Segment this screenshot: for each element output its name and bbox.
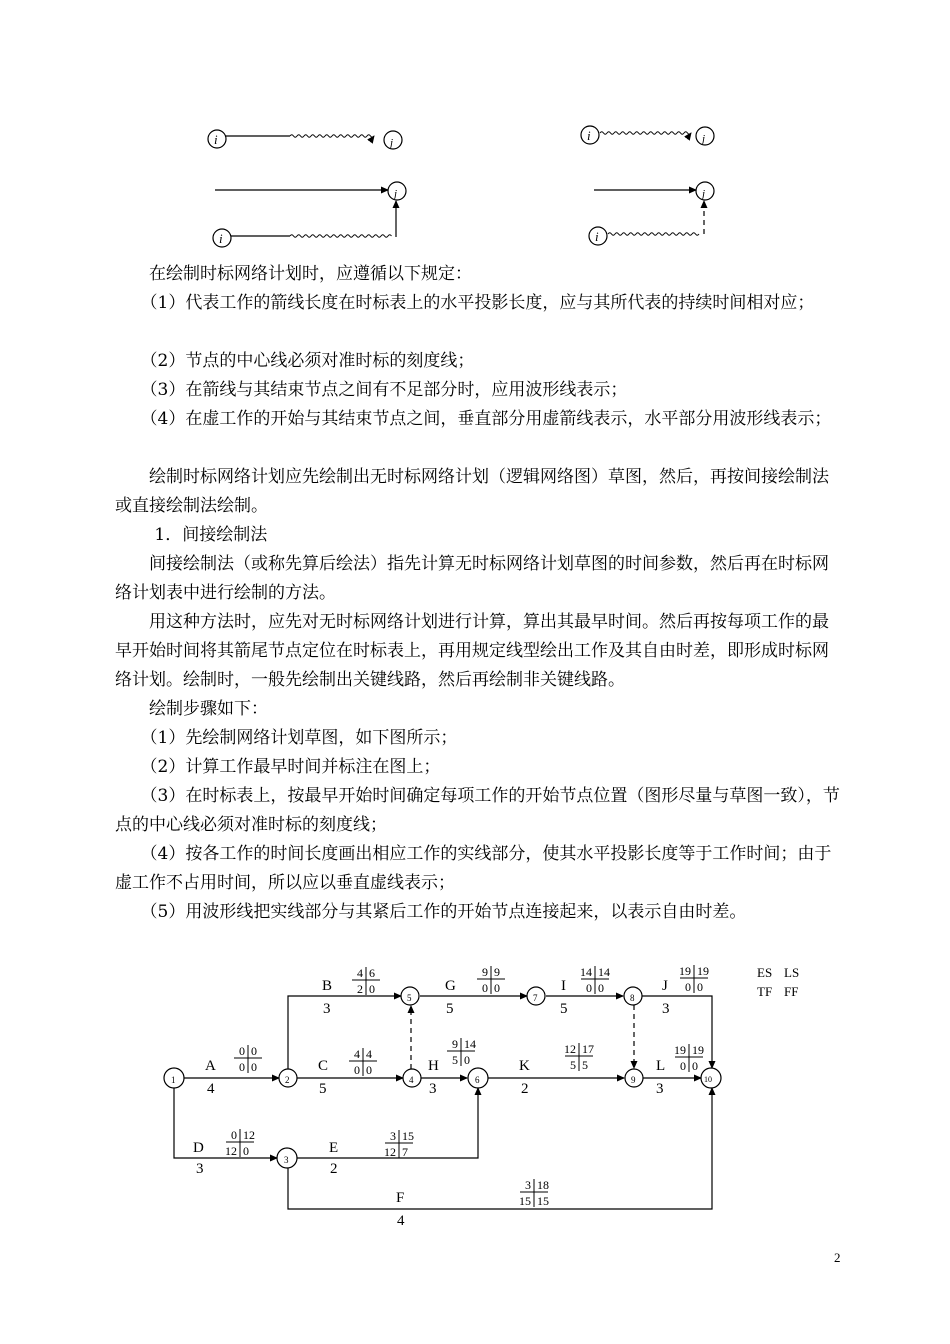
param-ff: 0 (692, 1059, 698, 1073)
activity-e-name: E (329, 1140, 339, 1156)
param-tf: 0 (680, 1059, 686, 1073)
node-i-label: i (595, 229, 599, 244)
param-es: 0 (231, 1128, 237, 1142)
params-j (679, 964, 709, 994)
activity-h-duration: 3 (429, 1081, 437, 1097)
paragraph-step-1: （1）先绘制网络计划草图，如下图所示； (115, 728, 458, 748)
node-5-number: 5 (407, 993, 412, 1003)
param-ff: 0 (697, 980, 703, 994)
param-es: 9 (452, 1037, 458, 1051)
node-8 (624, 987, 642, 1005)
legend (757, 965, 799, 999)
node-9 (625, 1069, 643, 1087)
paragraph-steps-intro: 绘制步骤如下： (115, 699, 268, 719)
activity-f-duration: 4 (397, 1213, 405, 1229)
param-es: 3 (525, 1178, 531, 1192)
params-b (352, 966, 380, 996)
params-d (225, 1128, 255, 1158)
node-6-number: 6 (475, 1075, 480, 1085)
param-ff: 0 (251, 1060, 257, 1074)
param-es: 4 (354, 1047, 360, 1061)
param-es: 3 (390, 1129, 396, 1143)
param-es: 19 (674, 1043, 686, 1057)
activity-d-duration: 3 (196, 1161, 204, 1177)
activity-i-name: I (561, 978, 566, 994)
params-f (519, 1178, 549, 1208)
param-tf: 5 (452, 1053, 458, 1067)
activity-labels (193, 978, 670, 1229)
param-ls: 6 (369, 966, 375, 980)
legend-tf: TF (757, 984, 773, 999)
params-g (477, 965, 505, 995)
params-i (580, 965, 610, 995)
params-h (447, 1037, 476, 1067)
params-a (234, 1044, 262, 1074)
param-ls: 17 (582, 1042, 594, 1056)
arrow-f (288, 1088, 712, 1209)
legend-ls: LS (784, 965, 800, 980)
param-ff: 7 (402, 1145, 408, 1159)
param-tf: 12 (225, 1144, 237, 1158)
node-8-number: 8 (630, 993, 635, 1003)
paragraph-rule-1: （1）代表工作的箭线长度在时标表上的水平投影长度，应与其所代表的持续时间相对应； (115, 293, 815, 313)
node-j-label: j (394, 188, 398, 200)
activity-k-duration: 2 (521, 1081, 529, 1097)
node-i-label: i (219, 231, 223, 246)
activity-b-duration: 3 (323, 1001, 331, 1017)
activity-g-name: G (445, 978, 456, 994)
param-tf: 0 (354, 1063, 360, 1077)
node-1-number: 1 (171, 1075, 176, 1085)
paragraph-rule-2: （2）节点的中心线必须对准时标的刻度线； (115, 351, 475, 371)
node-j-label: j (702, 188, 706, 200)
param-ff: 5 (582, 1058, 588, 1072)
activity-h-name: H (428, 1058, 439, 1074)
paragraph-rule-4: （4）在虚工作的开始与其结束节点之间，垂直部分用虚箭线表示，水平部分用波形线表示； (115, 409, 832, 429)
param-ls: 4 (366, 1047, 372, 1061)
node-9-number: 9 (631, 1075, 636, 1085)
param-es: 0 (239, 1044, 245, 1058)
paragraph-step-5: （5）用波形线把实线部分与其紧后工作的开始节点连接起来，以表示自由时差。 (115, 902, 747, 922)
paragraph-indirect-definition: 间接绘制法（或称先算后绘法）指先计算无时标网络计划草图的时间参数，然后再在时标网络计划表中进行绘制的方法。 (115, 554, 829, 603)
param-tf: 5 (570, 1058, 576, 1072)
params-k (564, 1042, 594, 1072)
legend-es: ES (757, 965, 773, 980)
node-1 (164, 1068, 184, 1088)
params-c (349, 1047, 377, 1077)
node-j-label: j (390, 137, 394, 149)
params-e (384, 1129, 414, 1159)
page-number: 2 (834, 1250, 841, 1265)
param-es: 14 (580, 965, 592, 979)
param-ls: 19 (697, 964, 709, 978)
param-ff: 0 (369, 982, 375, 996)
network-arrows (174, 996, 712, 1209)
activity-j-duration: 3 (662, 1001, 670, 1017)
activity-a-duration: 4 (207, 1081, 215, 1097)
paragraph-step-2: （2）计算工作最早时间并标注在图上； (115, 757, 441, 777)
param-tf: 0 (586, 981, 592, 995)
param-tf: 0 (685, 980, 691, 994)
activity-l-duration: 3 (656, 1081, 664, 1097)
activity-j-name: J (662, 978, 668, 994)
node-10-number: 10 (704, 1075, 712, 1084)
paragraph-intro-rules: 在绘制时标网络计划时，应遵循以下规定： (115, 264, 472, 284)
param-tf: 0 (239, 1060, 245, 1074)
param-tf: 12 (384, 1145, 396, 1159)
node-10 (701, 1068, 721, 1088)
node-7 (527, 987, 545, 1005)
param-ff: 0 (366, 1063, 372, 1077)
param-ls: 9 (494, 965, 500, 979)
legend-ff: FF (784, 984, 799, 999)
node-4 (403, 1069, 421, 1087)
paragraph-drawing-order: 绘制时标网络计划应先绘制出无时标网络计划（逻辑网络图）草图，然后，再按间接绘制法或直接绘制法绘制。 (115, 467, 829, 516)
activity-f-name: F (396, 1190, 405, 1206)
node-j-label: j (702, 133, 706, 145)
node-6 (468, 1068, 488, 1088)
param-ls: 19 (692, 1043, 704, 1057)
param-ls: 14 (464, 1037, 476, 1051)
param-es: 4 (357, 966, 363, 980)
node-4-number: 4 (409, 1075, 414, 1085)
activity-a-name: A (205, 1058, 216, 1074)
param-ls: 12 (243, 1128, 255, 1142)
param-ff: 0 (598, 981, 604, 995)
params-l (674, 1043, 704, 1073)
node-i-label: i (587, 128, 591, 143)
paragraph-step-4: （4）按各工作的时间长度画出相应工作的实线部分，使其水平投影长度等于工作时间；由于虚工作不占用时间，所以应以垂直虚线表示； (115, 844, 832, 893)
node-3-number: 3 (284, 1155, 289, 1165)
activity-d-name: D (193, 1140, 204, 1156)
param-ls: 0 (251, 1044, 257, 1058)
paragraph-rule-3: （3）在箭线与其结束节点之间有不足部分时，应用波形线表示； (115, 380, 628, 400)
activity-c-duration: 5 (319, 1081, 327, 1097)
activity-c-name: C (318, 1058, 329, 1074)
param-ff: 15 (537, 1194, 549, 1208)
param-ff: 0 (464, 1053, 470, 1067)
activity-g-duration: 5 (446, 1001, 454, 1017)
param-ls: 18 (537, 1178, 549, 1192)
param-ls: 14 (598, 965, 610, 979)
activity-b-name: B (322, 978, 333, 994)
section-heading-indirect: 1．间接绘制法 (115, 525, 268, 545)
node-2 (279, 1069, 297, 1087)
param-tf: 15 (519, 1194, 531, 1208)
node-i-label: i (214, 132, 218, 147)
param-es: 12 (564, 1042, 576, 1056)
node-3 (277, 1148, 297, 1168)
paragraph-indirect-method: 用这种方法时，应先对无时标网络计划进行计算，算出其最早时间。然后再按每项工作的最早开始时间将其箭尾节点定位在时标表上，再用规定线型绘出工作及其自由时差，即形成时标网络计划。绘制时，一般先绘制出关键线路，然后再绘制非关键线路。 (115, 612, 829, 690)
param-ff: 0 (494, 981, 500, 995)
param-ls: 15 (402, 1129, 414, 1143)
param-es: 9 (482, 965, 488, 979)
activity-k-name: K (519, 1058, 530, 1074)
param-es: 19 (679, 964, 691, 978)
paragraph-step-3: （3）在时标表上，按最早开始时间确定每项工作的开始节点位置（图形尽量与草图一致），节点的中心线必须对准时标的刻度线； (115, 786, 840, 835)
node-7-number: 7 (533, 993, 538, 1003)
param-ff: 0 (243, 1144, 249, 1158)
param-tf: 2 (357, 982, 363, 996)
activity-e-duration: 2 (330, 1161, 338, 1177)
node-5 (401, 987, 419, 1005)
param-tf: 0 (482, 981, 488, 995)
activity-i-duration: 5 (560, 1001, 568, 1017)
node-2-number: 2 (285, 1075, 290, 1085)
activity-l-name: L (656, 1058, 666, 1074)
arrow-b (288, 996, 401, 1069)
